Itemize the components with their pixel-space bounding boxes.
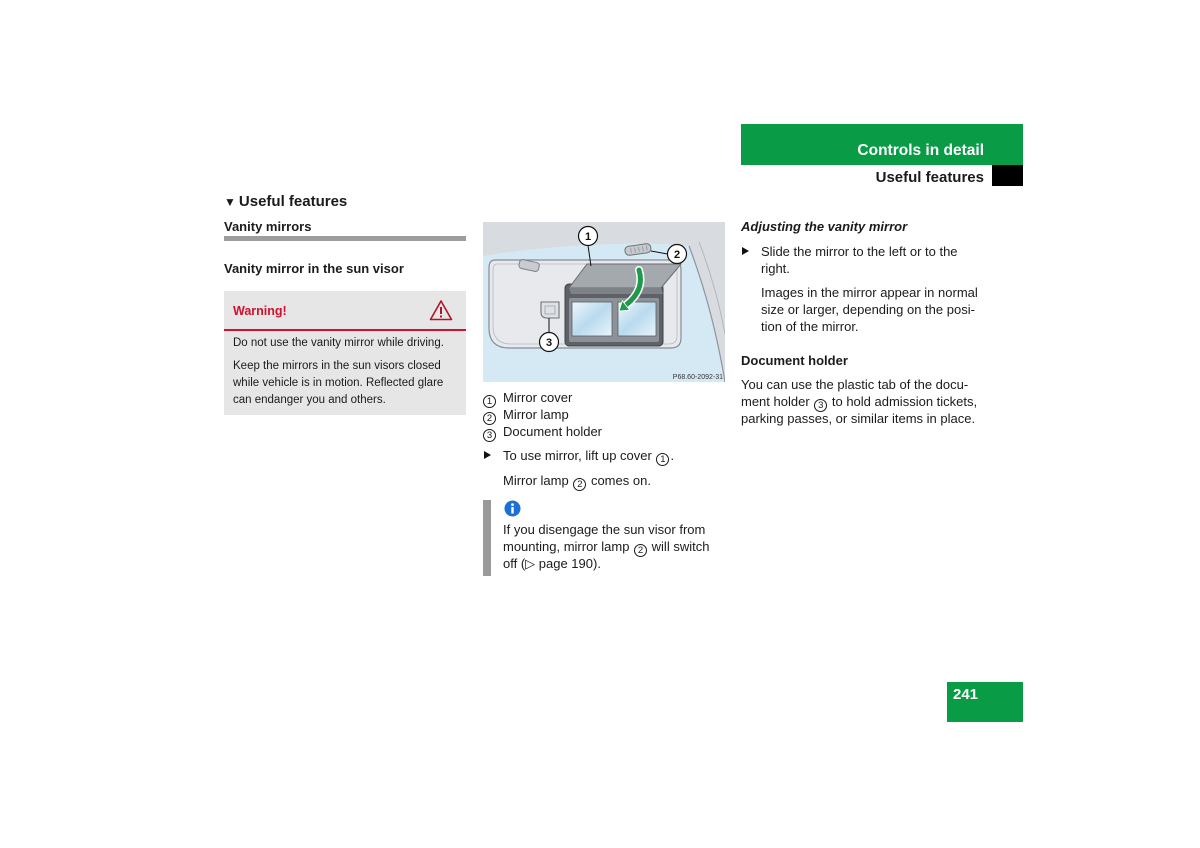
warning-line: Do not use the vanity mirror while driving.	[233, 337, 444, 349]
info-icon	[504, 500, 521, 517]
vanity-mirrors-heading: Vanity mirrors	[224, 219, 312, 234]
legend-item	[483, 423, 725, 440]
legend-item	[483, 406, 725, 423]
section-header-title: Useful features	[875, 169, 984, 186]
adjusting-step	[761, 243, 958, 277]
page-number-box	[947, 682, 1023, 722]
document-holder-text	[741, 376, 977, 427]
mirror-cover	[569, 264, 681, 288]
section-heading-text: Useful features	[238, 193, 348, 210]
step-line: right.	[761, 261, 790, 276]
info-line: mounting, mirror lamp 2 will switch	[503, 539, 710, 556]
body-line: You can use the plastic tab of the docu-	[741, 377, 969, 392]
sun-visor-illustration	[483, 222, 725, 382]
info-note-text	[503, 521, 709, 572]
callout-label-1: 1	[584, 231, 592, 243]
legend-label: Document holder	[503, 424, 602, 439]
section-heading	[224, 193, 347, 211]
figure-code: P68.60-2092-31	[672, 374, 723, 381]
warning-title: Warning!	[233, 304, 287, 318]
figure-legend	[483, 389, 725, 440]
warning-text	[233, 358, 443, 409]
warning-divider	[224, 329, 466, 331]
warning-line: Keep the mirrors in the sun visors closed	[233, 360, 441, 372]
body-line: parking passes, or similar items in place.	[741, 411, 976, 426]
warning-line: while vehicle is in motion. Reflected glare	[233, 377, 444, 389]
warning-triangle-icon	[429, 299, 453, 321]
page-number: 241	[953, 686, 979, 703]
mirror-left	[572, 302, 612, 336]
legend-label: Mirror cover	[503, 390, 573, 405]
info-note-bar	[483, 500, 491, 576]
callout-number: 1	[656, 453, 669, 466]
callout-number: 2	[634, 544, 647, 557]
step-line: Slide the mirror to the left or to the	[761, 244, 958, 259]
mirror-cover-edge	[569, 288, 663, 294]
warning-line: can endanger you and others.	[233, 394, 386, 406]
triangle-down-icon: ▼	[224, 195, 236, 209]
info-line: off (▷ page 190).	[503, 556, 601, 571]
instruction-result: Mirror lamp 2 comes on.	[503, 473, 651, 490]
header-black-marker	[992, 165, 1023, 186]
callout-label-2: 2	[673, 249, 681, 261]
note-line: tion of the mirror.	[761, 319, 859, 334]
bullet-arrow-icon	[484, 451, 491, 459]
bullet-arrow-icon	[742, 247, 749, 255]
note-line: Images in the mirror appear in normal	[761, 285, 978, 300]
legend-item	[483, 389, 725, 406]
adjusting-note	[761, 284, 978, 335]
note-line: size or larger, depending on the posi-	[761, 302, 975, 317]
warning-box	[224, 291, 466, 415]
instruction-step: To use mirror, lift up cover 1 .	[503, 448, 675, 465]
legend-label: Mirror lamp	[503, 407, 569, 422]
callout-label-3: 3	[545, 337, 553, 349]
callout-number: 2	[483, 412, 496, 425]
adjusting-mirror-heading: Adjusting the vanity mirror	[741, 219, 908, 234]
heading-rule	[224, 236, 466, 241]
callout-number: 3	[483, 429, 496, 442]
callout-number: 1	[483, 395, 496, 408]
info-line: If you disengage the sun visor from	[503, 522, 706, 537]
document-holder-tab	[541, 302, 559, 318]
chapter-title: Controls in detail	[857, 142, 984, 159]
callout-number: 2	[573, 478, 586, 491]
chapter-header-bar	[741, 124, 1023, 165]
callout-number: 3	[814, 399, 827, 412]
body-line: ment holder 3 to hold admission tickets,	[741, 394, 978, 411]
warning-text	[233, 335, 444, 352]
vanity-mirror-sun-visor-heading: Vanity mirror in the sun visor	[224, 261, 404, 276]
document-holder-heading: Document holder	[741, 353, 848, 368]
